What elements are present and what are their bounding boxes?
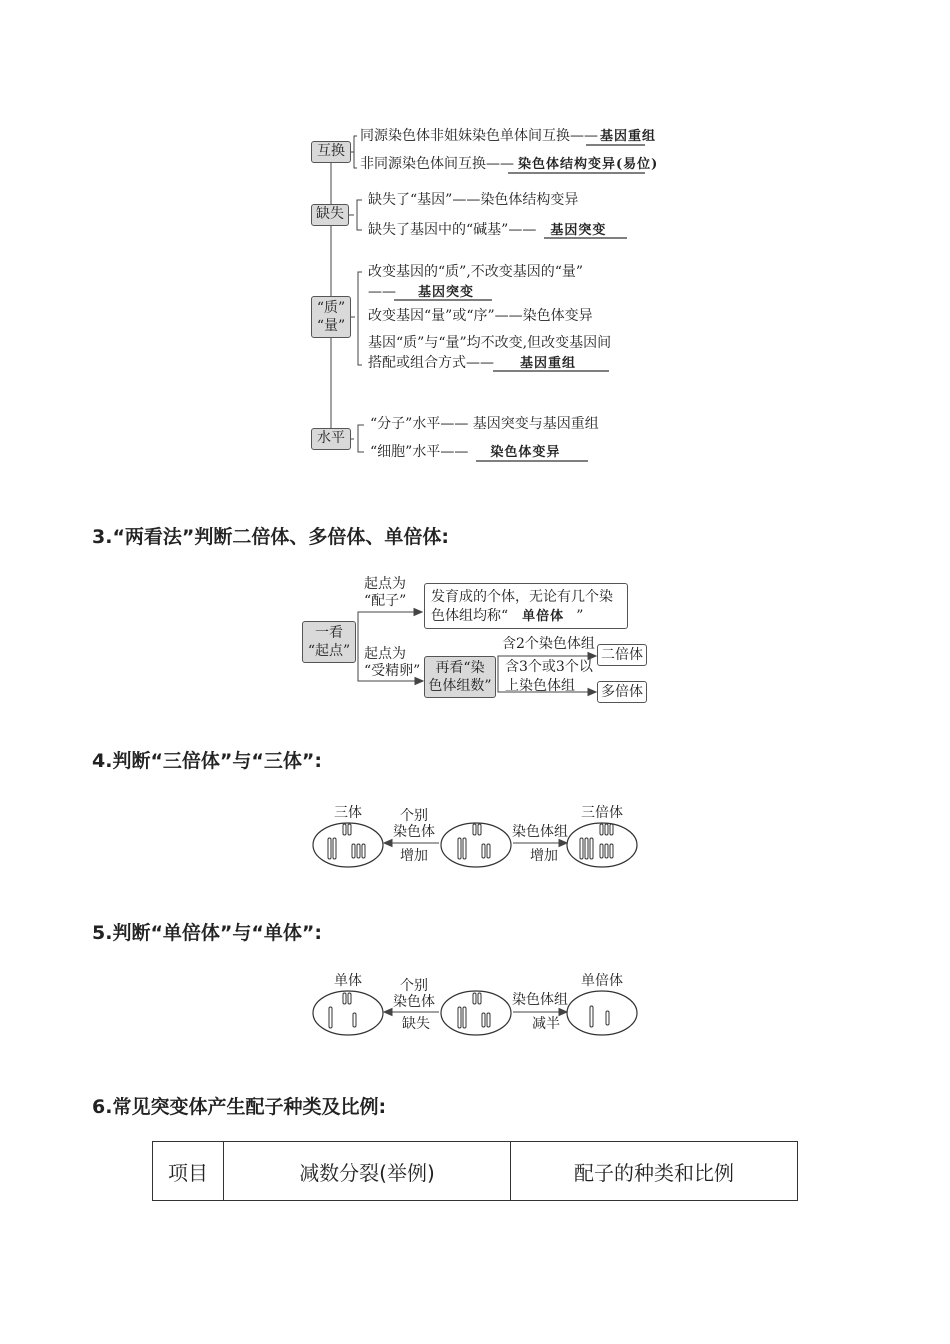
gamete-result-answer: 单倍体 xyxy=(522,609,565,624)
s4-left-arrow-top-2: 染色体 xyxy=(393,824,435,840)
branch-gamete-line-2: “配子” xyxy=(364,593,407,609)
table-header-meiosis: 减数分裂(举例) xyxy=(224,1142,511,1201)
branch-gamete-line-1: 起点为 xyxy=(364,576,406,592)
section3-title: 3.“两看法”判断二倍体、多倍体、单倍体: xyxy=(92,526,450,548)
section4-title: 4.判断“三倍体”与“三体”: xyxy=(92,750,322,772)
exchange-item-2 xyxy=(360,156,658,173)
s4-right-arrow-top: 染色体组 xyxy=(512,824,568,840)
qq-item-3-text: 搭配或组合方式—— xyxy=(368,355,494,371)
haploid-label: 单倍体 xyxy=(581,973,623,989)
exchange-item-2-text: 非同源染色体间互换—— xyxy=(360,156,514,172)
section5-title: 5.判断“单倍体”与“单体”: xyxy=(92,922,322,944)
s4-left-arrow-bottom: 增加 xyxy=(400,848,428,864)
s4-left-arrow-top xyxy=(392,808,436,840)
qq-item-1-answer: 基因突变 xyxy=(418,285,475,300)
s5-right-arrow-bottom: 减半 xyxy=(532,1016,560,1032)
level-item-2-text: “细胞”水平—— xyxy=(370,444,469,460)
level-item-1: “分子”水平—— 基因突变与基因重组 xyxy=(370,416,599,432)
gamete-result-box xyxy=(424,583,628,629)
s4-left-arrow-top-1: 个别 xyxy=(400,808,428,824)
section6-title: 6.常见突变体产生配子种类及比例: xyxy=(92,1096,387,1118)
qq-item-1-line-2 xyxy=(368,284,474,301)
gamete-table xyxy=(152,1141,798,1201)
result-diploid-box: 二倍体 xyxy=(597,644,647,666)
s4-right-arrow-bottom: 增加 xyxy=(530,848,558,864)
monosomy-label: 单体 xyxy=(334,973,362,989)
condition-three-sets xyxy=(505,658,593,696)
gamete-result-line-1: 发育成的个体，无论有几个染 xyxy=(431,589,613,605)
qq-item-3-line-1: 基因“质”与“量”均不改变,但改变基因间 xyxy=(368,335,612,351)
gamete-result-line-2 xyxy=(431,607,627,626)
level-item-2 xyxy=(370,444,560,461)
exchange-item-1-answer: 基因重组 xyxy=(600,129,657,144)
condition-three-line-1: 含3个或3个以 xyxy=(505,659,593,675)
qq-item-3-answer: 基因重组 xyxy=(520,356,577,371)
s5-left-arrow-top-1: 个别 xyxy=(400,978,428,994)
start-box-line-1: 一看 xyxy=(315,625,343,641)
s5-left-arrow-top-2: 染色体 xyxy=(393,994,435,1010)
deletion-item-2 xyxy=(368,222,606,239)
branch-gamete-label xyxy=(364,576,406,610)
deletion-item-2-answer: 基因突变 xyxy=(550,223,607,238)
condition-two-sets: 含2个染色体组 xyxy=(502,636,595,652)
qq-item-1-line-1: 改变基因的“质”,不改变基因的“量” xyxy=(368,264,584,280)
exchange-item-1 xyxy=(360,128,656,145)
group-label-exchange: 互换 xyxy=(311,141,351,163)
qq-item-3-line-2 xyxy=(368,355,576,372)
second-look-line-1: 再看“染 xyxy=(435,660,485,676)
s5-left-arrow-top xyxy=(392,978,436,1010)
s5-right-arrow-top: 染色体组 xyxy=(512,992,568,1008)
deletion-item-1: 缺失了“基因”——染色体结构变异 xyxy=(368,192,579,208)
table-header-item: 项目 xyxy=(153,1142,224,1201)
level-item-2-answer: 染色体变异 xyxy=(490,445,561,460)
table-header-gametes: 配子的种类和比例 xyxy=(511,1142,798,1201)
exchange-item-2-answer: 染色体结构变异(易位) xyxy=(518,157,659,172)
s5-left-arrow-bottom: 缺失 xyxy=(402,1016,430,1032)
group-label-quantity: “量” xyxy=(316,318,346,334)
result-polyploid-box: 多倍体 xyxy=(597,681,647,703)
group-label-deletion: 缺失 xyxy=(311,204,349,226)
gamete-result-close: ” xyxy=(576,608,584,624)
qq-item-1-dash: —— xyxy=(368,284,396,300)
table-header-row xyxy=(153,1142,798,1201)
condition-three-line-2: 上染色体组 xyxy=(505,678,575,694)
qq-item-2: 改变基因“量”或“序”——染色体变异 xyxy=(368,308,593,324)
second-look-line-2: 色体组数” xyxy=(428,678,492,694)
group-label-quality-quantity xyxy=(311,296,351,338)
group-label-level: 水平 xyxy=(311,428,351,450)
branch-zygote-line-2: “受精卵” xyxy=(364,663,421,679)
trisomy-label: 三体 xyxy=(334,805,362,821)
branch-zygote-label xyxy=(364,646,420,680)
start-box xyxy=(302,621,356,663)
start-box-line-2: “起点” xyxy=(307,643,351,659)
branch-zygote-line-1: 起点为 xyxy=(364,646,406,662)
deletion-item-2-text: 缺失了基因中的“碱基”—— xyxy=(368,222,537,238)
exchange-item-1-text: 同源染色体非姐妹染色单体间互换—— xyxy=(360,128,598,144)
gamete-result-prefix: 色体组均称“ xyxy=(431,608,509,624)
triploid-label: 三倍体 xyxy=(581,805,623,821)
group-label-quality: “质” xyxy=(316,300,346,316)
second-look-box xyxy=(424,656,496,698)
